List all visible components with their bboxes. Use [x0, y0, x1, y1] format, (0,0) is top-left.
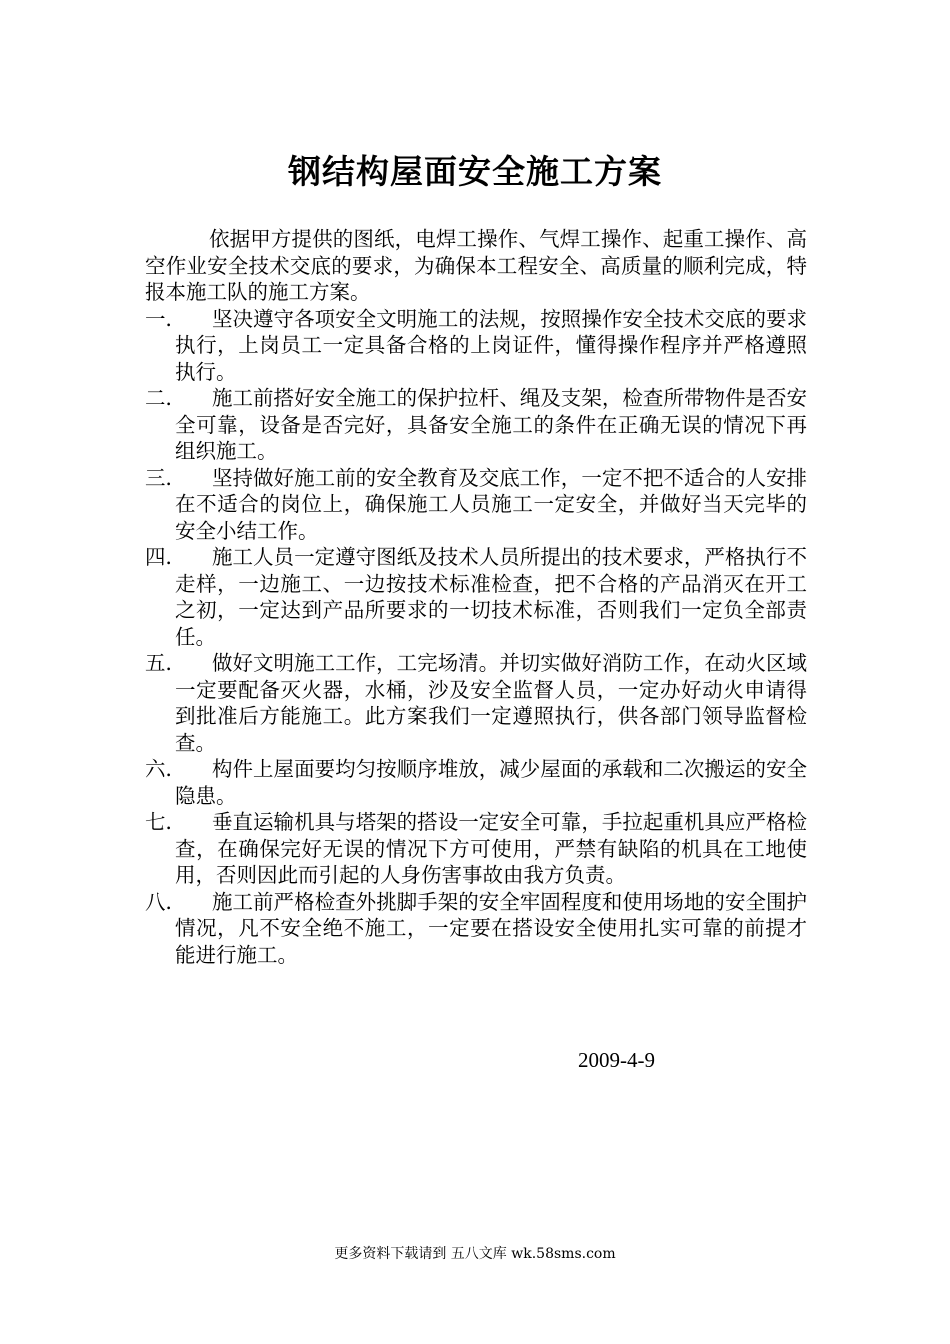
list-item: [145, 650, 807, 756]
list-item-marker: 二．: [145, 386, 186, 410]
list-item-text: 施工前严格检查外挑脚手架的安全牢固程度和使用场地的安全围护情况，凡不安全绝不施工，一定要在搭设安全使用扎实可靠的前提才能进行施工。: [175, 889, 807, 967]
list-item-text: 构件上屋面要均匀按顺序堆放，减少屋面的承载和二次搬运的安全隐患。: [175, 757, 807, 808]
list-item-marker: 八．: [145, 889, 186, 914]
list-item-marker: 一．: [145, 306, 186, 331]
list-item-text: 做好文明施工工作，工完场清。并切实做好消防工作，在动火区域一定要配备灭火器，水桶，沙及安全监督人员，一定办好动火申请得到批准后方能施工。此方案我们一定遵照执行，供各部门领导监督检查。: [175, 651, 807, 755]
list-item: [145, 306, 807, 386]
list-item-text: 坚决遵守各项安全文明施工的法规，按照操作安全技术交底的要求执行，上岗员工一定具备合格的上岗证件，懂得操作程序并严格遵照执行。: [175, 306, 807, 384]
list-item: [145, 756, 807, 809]
document-date: 2009-4-9: [578, 1048, 655, 1072]
list-item-marker: 五．: [145, 651, 186, 675]
list-item: [145, 465, 807, 545]
footer-note: 更多资料下载请到 五八文库 wk.58sms.com: [334, 1246, 616, 1262]
list-item-text: 施工人员一定遵守图纸及技术人员所提出的技术要求，严格执行不走样，一边施工、一边按技术标准检查，把不合格的产品消灭在开工之初，一定达到产品所要求的一切技术标准，否则我们一定负全部责任。: [175, 545, 807, 649]
list-item-marker: 三．: [145, 465, 186, 490]
list-item-text: 施工前搭好安全施工的保护拉杆、绳及支架，检查所带物件是否安全可靠，设备是否完好，具备安全施工的条件在正确无误的情况下再组织施工。: [175, 386, 807, 463]
list-item: [145, 385, 807, 465]
document-title: 钢结构屋面安全施工方案: [288, 152, 662, 192]
list-item-marker: 六．: [145, 757, 186, 781]
list-item: [145, 809, 807, 889]
list-item-text: 坚持做好施工前的安全教育及交底工作，一定不把不适合的人安排在不适合的岗位上，确保施工人员施工一定安全，并做好当天完毕的安全小结工作。: [175, 465, 807, 543]
list-item: [145, 889, 807, 969]
list-item-text: 垂直运输机具与塔架的搭设一定安全可靠，手拉起重机具应严格检查，在确保完好无误的情况下方可使用，严禁有缺陷的机具在工地使用，否则因此而引起的人身伤害事故由我方负责。: [175, 810, 807, 887]
list-item-marker: 四．: [145, 545, 186, 569]
intro-paragraph: 依据甲方提供的图纸，电焊工操作、气焊工操作、起重工操作、高空作业安全技术交底的要求，为确保本工程安全、高质量的顺利完成，特报本施工队的施工方案。: [145, 227, 807, 304]
document-body: [145, 226, 807, 968]
list-item-marker: 七．: [145, 810, 186, 834]
numbered-list: [145, 306, 807, 969]
list-item: [145, 544, 807, 650]
